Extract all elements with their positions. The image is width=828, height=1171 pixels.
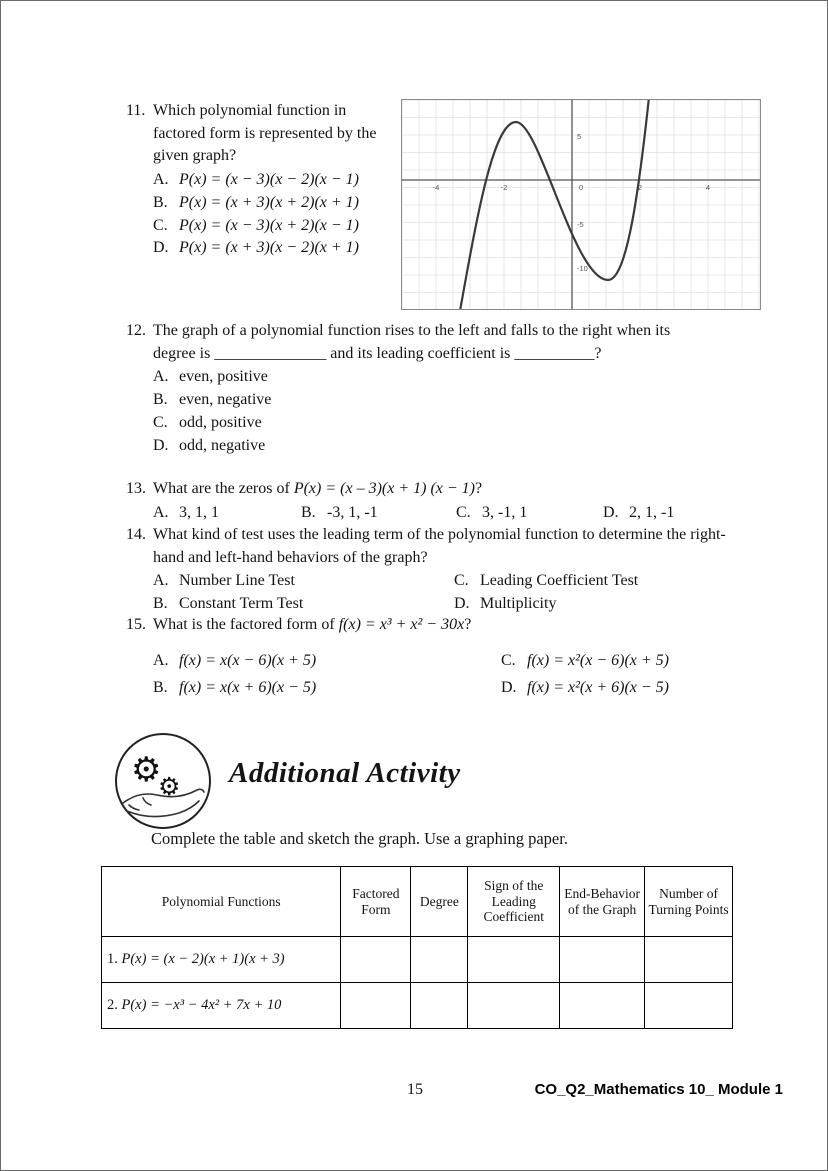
table-row — [102, 937, 733, 983]
choice-text: f(x) = x²(x + 6)(x − 5) — [527, 679, 670, 697]
choice-item — [454, 593, 753, 616]
activity-instruction: Complete the table and sketch the graph. Use a graphing paper. — [151, 829, 568, 848]
polynomial-graph — [402, 100, 760, 309]
choice-item — [153, 237, 393, 260]
choice-item — [153, 215, 393, 238]
choice-label: A. — [153, 368, 169, 386]
choice-text: f(x) = x(x + 6)(x − 5) — [179, 679, 317, 697]
choice-text: Number Line Test — [179, 572, 295, 590]
choice-text: Constant Term Test — [179, 595, 304, 613]
turning-points-cell — [645, 937, 733, 983]
choice-item — [153, 366, 709, 389]
choice-item — [501, 650, 773, 673]
header-factored-form: Factored Form — [341, 867, 411, 937]
choice-item — [153, 169, 393, 192]
choice-text: P(x) = (x + 3)(x + 2)(x + 1) — [179, 193, 359, 211]
choice-item — [153, 677, 501, 700]
choice-label: B. — [153, 193, 168, 211]
header-end-behavior: End-Behavior of the Graph — [560, 867, 645, 937]
sign-cell — [468, 937, 560, 983]
header-polynomial-functions: Polynomial Functions — [102, 867, 341, 937]
y-tick-label: 5 — [577, 132, 582, 141]
module-footer-label: CO_Q2_Mathematics 10_ Module 1 — [534, 1081, 783, 1098]
question-number: 14. — [126, 526, 146, 543]
header-sign-leading-coefficient: Sign of the Leading Coefficient — [468, 867, 560, 937]
table-header-row — [102, 867, 733, 937]
choice-text: 2, 1, -1 — [629, 503, 675, 521]
polynomial-function-cell: 1. P(x) = (x − 2)(x + 1)(x + 3) — [102, 937, 341, 983]
choice-text: odd, positive — [179, 413, 262, 431]
question-text: What is the factored form of f(x) = x³ + x² − 30x? — [153, 616, 472, 633]
choice-text: even, positive — [179, 368, 268, 386]
choice-label: B. — [153, 595, 168, 613]
question-text: What are the zeros of P(x) = (x – 3)(x + 1) (x − 1)? — [153, 480, 483, 497]
table-row — [102, 983, 733, 1029]
y-tick-label: -5 — [577, 220, 584, 229]
choice-label: B. — [301, 503, 316, 521]
choice-label: C. — [456, 503, 471, 521]
question-text: What kind of test uses the leading term of the polynomial function to determine the right-hand and left-hand behaviors of the graph? — [153, 526, 726, 566]
choice-item — [153, 192, 393, 215]
x-tick-label: 4 — [705, 183, 711, 192]
gear-icon: ⚙ — [131, 752, 162, 789]
question-number: 13. — [126, 480, 146, 497]
choice-label: A. — [153, 503, 169, 521]
degree-cell — [411, 937, 468, 983]
choice-item — [153, 570, 454, 593]
choice-text: P(x) = (x − 3)(x − 2)(x − 1) — [179, 171, 359, 189]
choice-label: C. — [153, 413, 168, 431]
choice-label: D. — [153, 436, 169, 454]
degree-cell — [411, 983, 468, 1029]
choice-item — [501, 677, 773, 700]
choice-text: odd, negative — [179, 436, 266, 454]
choice-item — [153, 593, 454, 616]
activity-table — [101, 866, 733, 1029]
end-behavior-cell — [560, 937, 645, 983]
choice-label: B. — [153, 679, 168, 697]
choice-item — [153, 435, 709, 458]
choice-text: 3, -1, 1 — [482, 503, 528, 521]
choice-item — [454, 570, 753, 593]
activity-title: Additional Activity — [229, 757, 461, 789]
choice-item — [153, 389, 709, 412]
x-tick-label: -4 — [432, 183, 440, 192]
choice-label: D. — [153, 239, 169, 257]
sign-cell — [468, 983, 560, 1029]
y-tick-label: -10 — [577, 264, 588, 273]
choice-text: 3, 1, 1 — [179, 503, 219, 521]
choice-label: D. — [603, 503, 619, 521]
choice-item — [153, 502, 301, 525]
choice-label: D. — [454, 595, 470, 613]
header-degree: Degree — [411, 867, 468, 937]
choice-item — [603, 502, 674, 525]
question-text: Which polynomial function in factored form is represented by the given graph? — [153, 102, 377, 165]
page-number: 15 — [407, 1081, 423, 1098]
choice-label: A. — [153, 572, 169, 590]
choice-text: Multiplicity — [480, 595, 557, 613]
choice-text: f(x) = x²(x − 6)(x + 5) — [527, 651, 670, 669]
gear-icon: ⚙ — [158, 774, 181, 801]
choice-label: A. — [153, 651, 169, 669]
turning-points-cell — [645, 983, 733, 1029]
cubic-curve — [460, 100, 649, 309]
question-11 — [126, 100, 401, 260]
question-13 — [126, 478, 786, 524]
choice-item — [456, 502, 603, 525]
choice-label: C. — [501, 651, 516, 669]
header-turning-points: Number of Turning Points — [645, 867, 733, 937]
choice-label: A. — [153, 171, 169, 189]
x-tick-label: -2 — [500, 183, 508, 192]
choice-label: C. — [454, 572, 469, 590]
question-15 — [126, 614, 786, 700]
choice-label: C. — [153, 216, 168, 234]
polynomial-graph-figure — [401, 99, 761, 310]
choice-text: P(x) = (x + 3)(x − 2)(x + 1) — [179, 239, 359, 257]
question-text: The graph of a polynomial function rises to the left and falls to the right when its degree is ______________ and its leading coefficient is __________? — [153, 322, 671, 362]
gears-hand-icon — [113, 731, 213, 836]
question-number: 15. — [126, 616, 146, 633]
x-tick-label: 0 — [579, 183, 584, 192]
choice-label: D. — [501, 679, 517, 697]
choice-text: -3, 1, -1 — [327, 503, 378, 521]
x-tick-label: 2 — [637, 183, 643, 192]
question-number: 12. — [126, 322, 146, 339]
question-12 — [126, 320, 726, 457]
choice-label: B. — [153, 391, 168, 409]
choice-item — [153, 650, 501, 673]
question-14 — [126, 524, 766, 616]
choice-text: P(x) = (x − 3)(x + 2)(x − 1) — [179, 216, 359, 234]
choice-text: Leading Coefficient Test — [480, 572, 639, 590]
factored-form-cell — [341, 937, 411, 983]
choice-item — [301, 502, 456, 525]
choice-text: f(x) = x(x − 6)(x + 5) — [179, 651, 317, 669]
factored-form-cell — [341, 983, 411, 1029]
question-number: 11. — [126, 102, 146, 119]
end-behavior-cell — [560, 983, 645, 1029]
polynomial-function-cell: 2. P(x) = −x³ − 4x² + 7x + 10 — [102, 983, 341, 1029]
choice-item — [153, 412, 709, 435]
choice-text: even, negative — [179, 391, 272, 409]
